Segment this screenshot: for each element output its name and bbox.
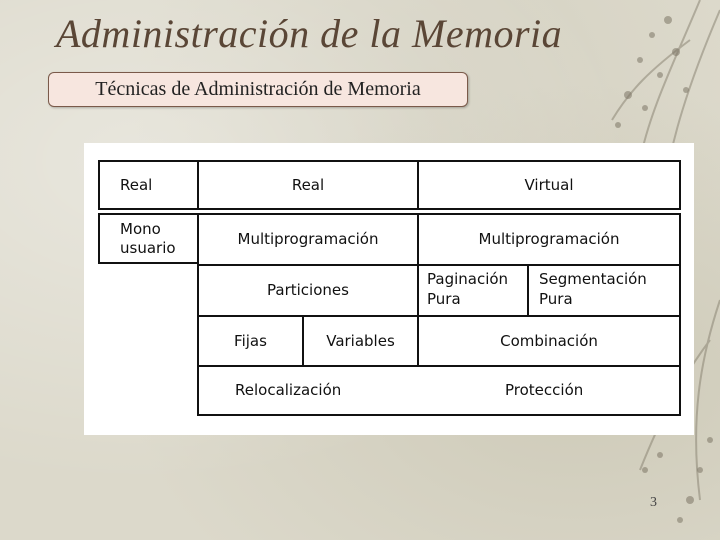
cell-divider	[527, 266, 529, 315]
cell-segmentacion-pura: Segmentación Pura	[539, 270, 647, 308]
cell-relocalizacion-proteccion	[197, 365, 681, 416]
cell-fijas	[197, 315, 304, 367]
cell-combinacion	[417, 315, 681, 367]
cell-relocalizacion: Relocalización	[235, 381, 342, 399]
cell-real-middle	[197, 160, 419, 210]
cell-multiprogramacion-real	[197, 213, 419, 266]
cell-mono-usuario	[98, 213, 199, 264]
memory-techniques-diagram	[84, 143, 694, 435]
cell-label: Combinación	[500, 331, 598, 350]
subtitle-box	[48, 72, 468, 107]
cell-paginacion-pura: Paginación Pura	[427, 270, 509, 308]
cell-label: Mono usuario	[120, 219, 176, 257]
cell-proteccion: Protección	[505, 381, 584, 399]
cell-label: Variables	[326, 331, 395, 350]
slide-title: Administración de la Memoria	[56, 11, 563, 56]
slide-number: 3	[650, 495, 657, 510]
cell-label: Real	[120, 175, 153, 194]
cell-variables	[302, 315, 419, 367]
cell-label: Virtual	[524, 175, 574, 194]
cell-label: Multiprogramación	[237, 230, 379, 248]
cell-label: Fijas	[234, 331, 267, 350]
cell-particiones	[197, 264, 419, 317]
cell-label: Real	[291, 175, 325, 194]
subtitle-text: Técnicas de Administración de Memoria	[95, 78, 421, 100]
cell-paginacion-segmentacion	[417, 264, 681, 317]
cell-label: Particiones	[267, 281, 349, 299]
cell-real-left	[98, 160, 199, 210]
cell-virtual	[417, 160, 681, 210]
cell-label: Multiprogramación	[478, 230, 620, 248]
cell-multiprogramacion-virtual	[417, 213, 681, 266]
